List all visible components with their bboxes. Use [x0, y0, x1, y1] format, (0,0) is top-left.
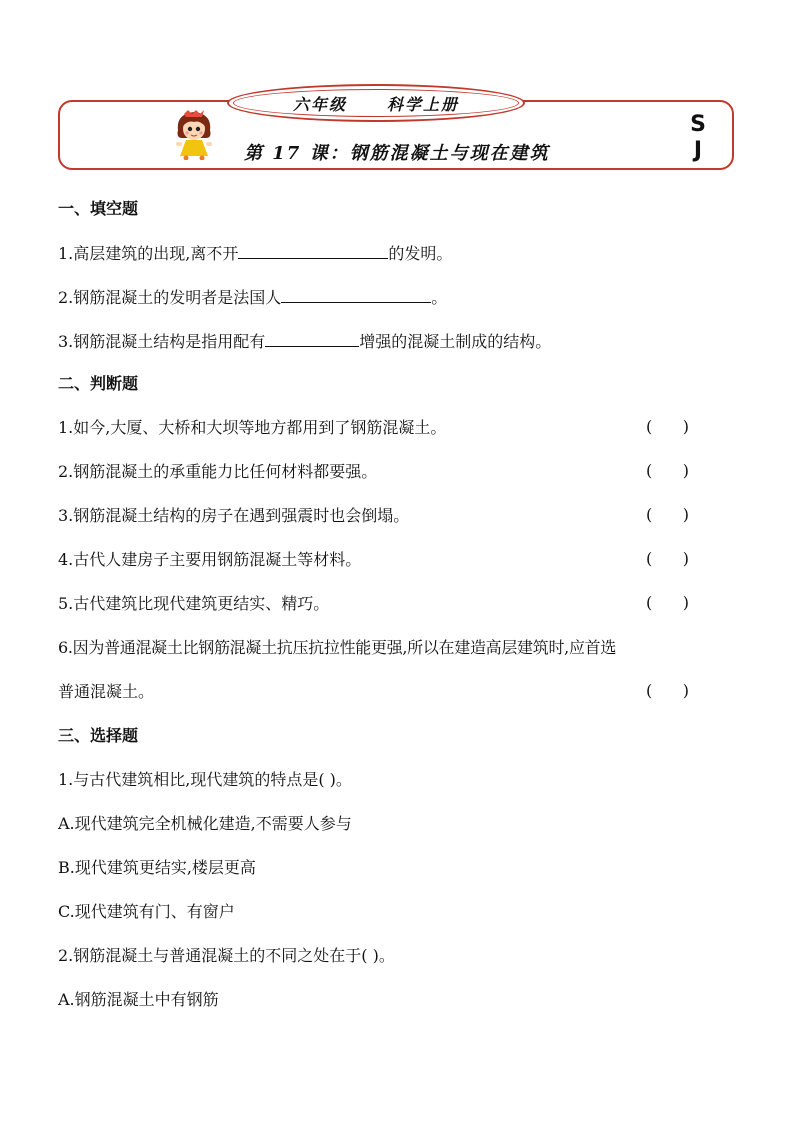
subject-label: 科学上册	[387, 94, 460, 114]
mascot-icon	[172, 108, 216, 160]
judge-question-1: 1.如今,大厦、大桥和大坝等地方都用到了钢筋混凝土。	[58, 418, 447, 437]
judge-answer-3[interactable]: ( )	[646, 505, 689, 524]
fill-question-2: 2.钢筋混凝土的发明者是法国人 。	[58, 288, 448, 307]
judge-answer-1[interactable]: ( )	[646, 417, 689, 436]
judge-question-5: 5.古代建筑比现代建筑更结实、精巧。	[58, 594, 330, 613]
header-oval	[227, 84, 525, 122]
fill-question-3: 3.钢筋混凝土结构是指用配有 增强的混凝土制成的结构。	[58, 332, 552, 351]
fill-question-1: 1.高层建筑的出现,离不开 的发明。	[58, 244, 453, 263]
answer-blank-2[interactable]	[281, 286, 431, 303]
lesson-title: 第 17 课：钢筋混凝土与现在建筑	[244, 143, 550, 164]
judge-answer-4[interactable]: ( )	[646, 549, 689, 568]
grade-label: 六年级	[292, 94, 347, 114]
answer-blank-3[interactable]	[265, 330, 359, 347]
section-fill-title: 一、填空题	[58, 199, 139, 218]
judge-answer-2[interactable]: ( )	[646, 461, 689, 480]
judge-question-4: 4.古代人建房子主要用钢筋混凝土等材料。	[58, 550, 362, 569]
judge-question-6-line1: 6.因为普通混凝土比钢筋混凝土抗压抗拉性能更强,所以在建造高层建筑时,应首选	[58, 638, 617, 657]
edition-s: S	[690, 112, 706, 137]
judge-answer-5[interactable]: ( )	[646, 593, 689, 612]
section-choice-title: 三、选择题	[58, 726, 139, 745]
choice-2-option-a[interactable]: A.钢筋混凝土中有钢筋	[58, 990, 219, 1009]
judge-question-2: 2.钢筋混凝土的承重能力比任何材料都要强。	[58, 462, 378, 481]
choice-1-option-b[interactable]: B.现代建筑更结实,楼层更高	[58, 858, 256, 877]
answer-blank-1[interactable]	[238, 242, 388, 259]
judge-question-3: 3.钢筋混凝土结构的房子在遇到强震时也会倒塌。	[58, 506, 410, 525]
judge-answer-6[interactable]: ( )	[646, 681, 689, 700]
choice-question-2: 2.钢筋混凝土与普通混凝土的不同之处在于( )。	[58, 946, 395, 965]
choice-question-1: 1.与古代建筑相比,现代建筑的特点是( )。	[58, 770, 352, 789]
edition-mark	[686, 112, 710, 164]
judge-question-6-line2: 普通混凝土。	[58, 682, 155, 701]
choice-1-option-c[interactable]: C.现代建筑有门、有窗户	[58, 902, 235, 921]
choice-1-option-a[interactable]: A.现代建筑完全机械化建造,不需要人参与	[58, 814, 352, 833]
edition-j: J	[693, 138, 703, 163]
section-judge-title: 二、判断题	[58, 374, 139, 393]
